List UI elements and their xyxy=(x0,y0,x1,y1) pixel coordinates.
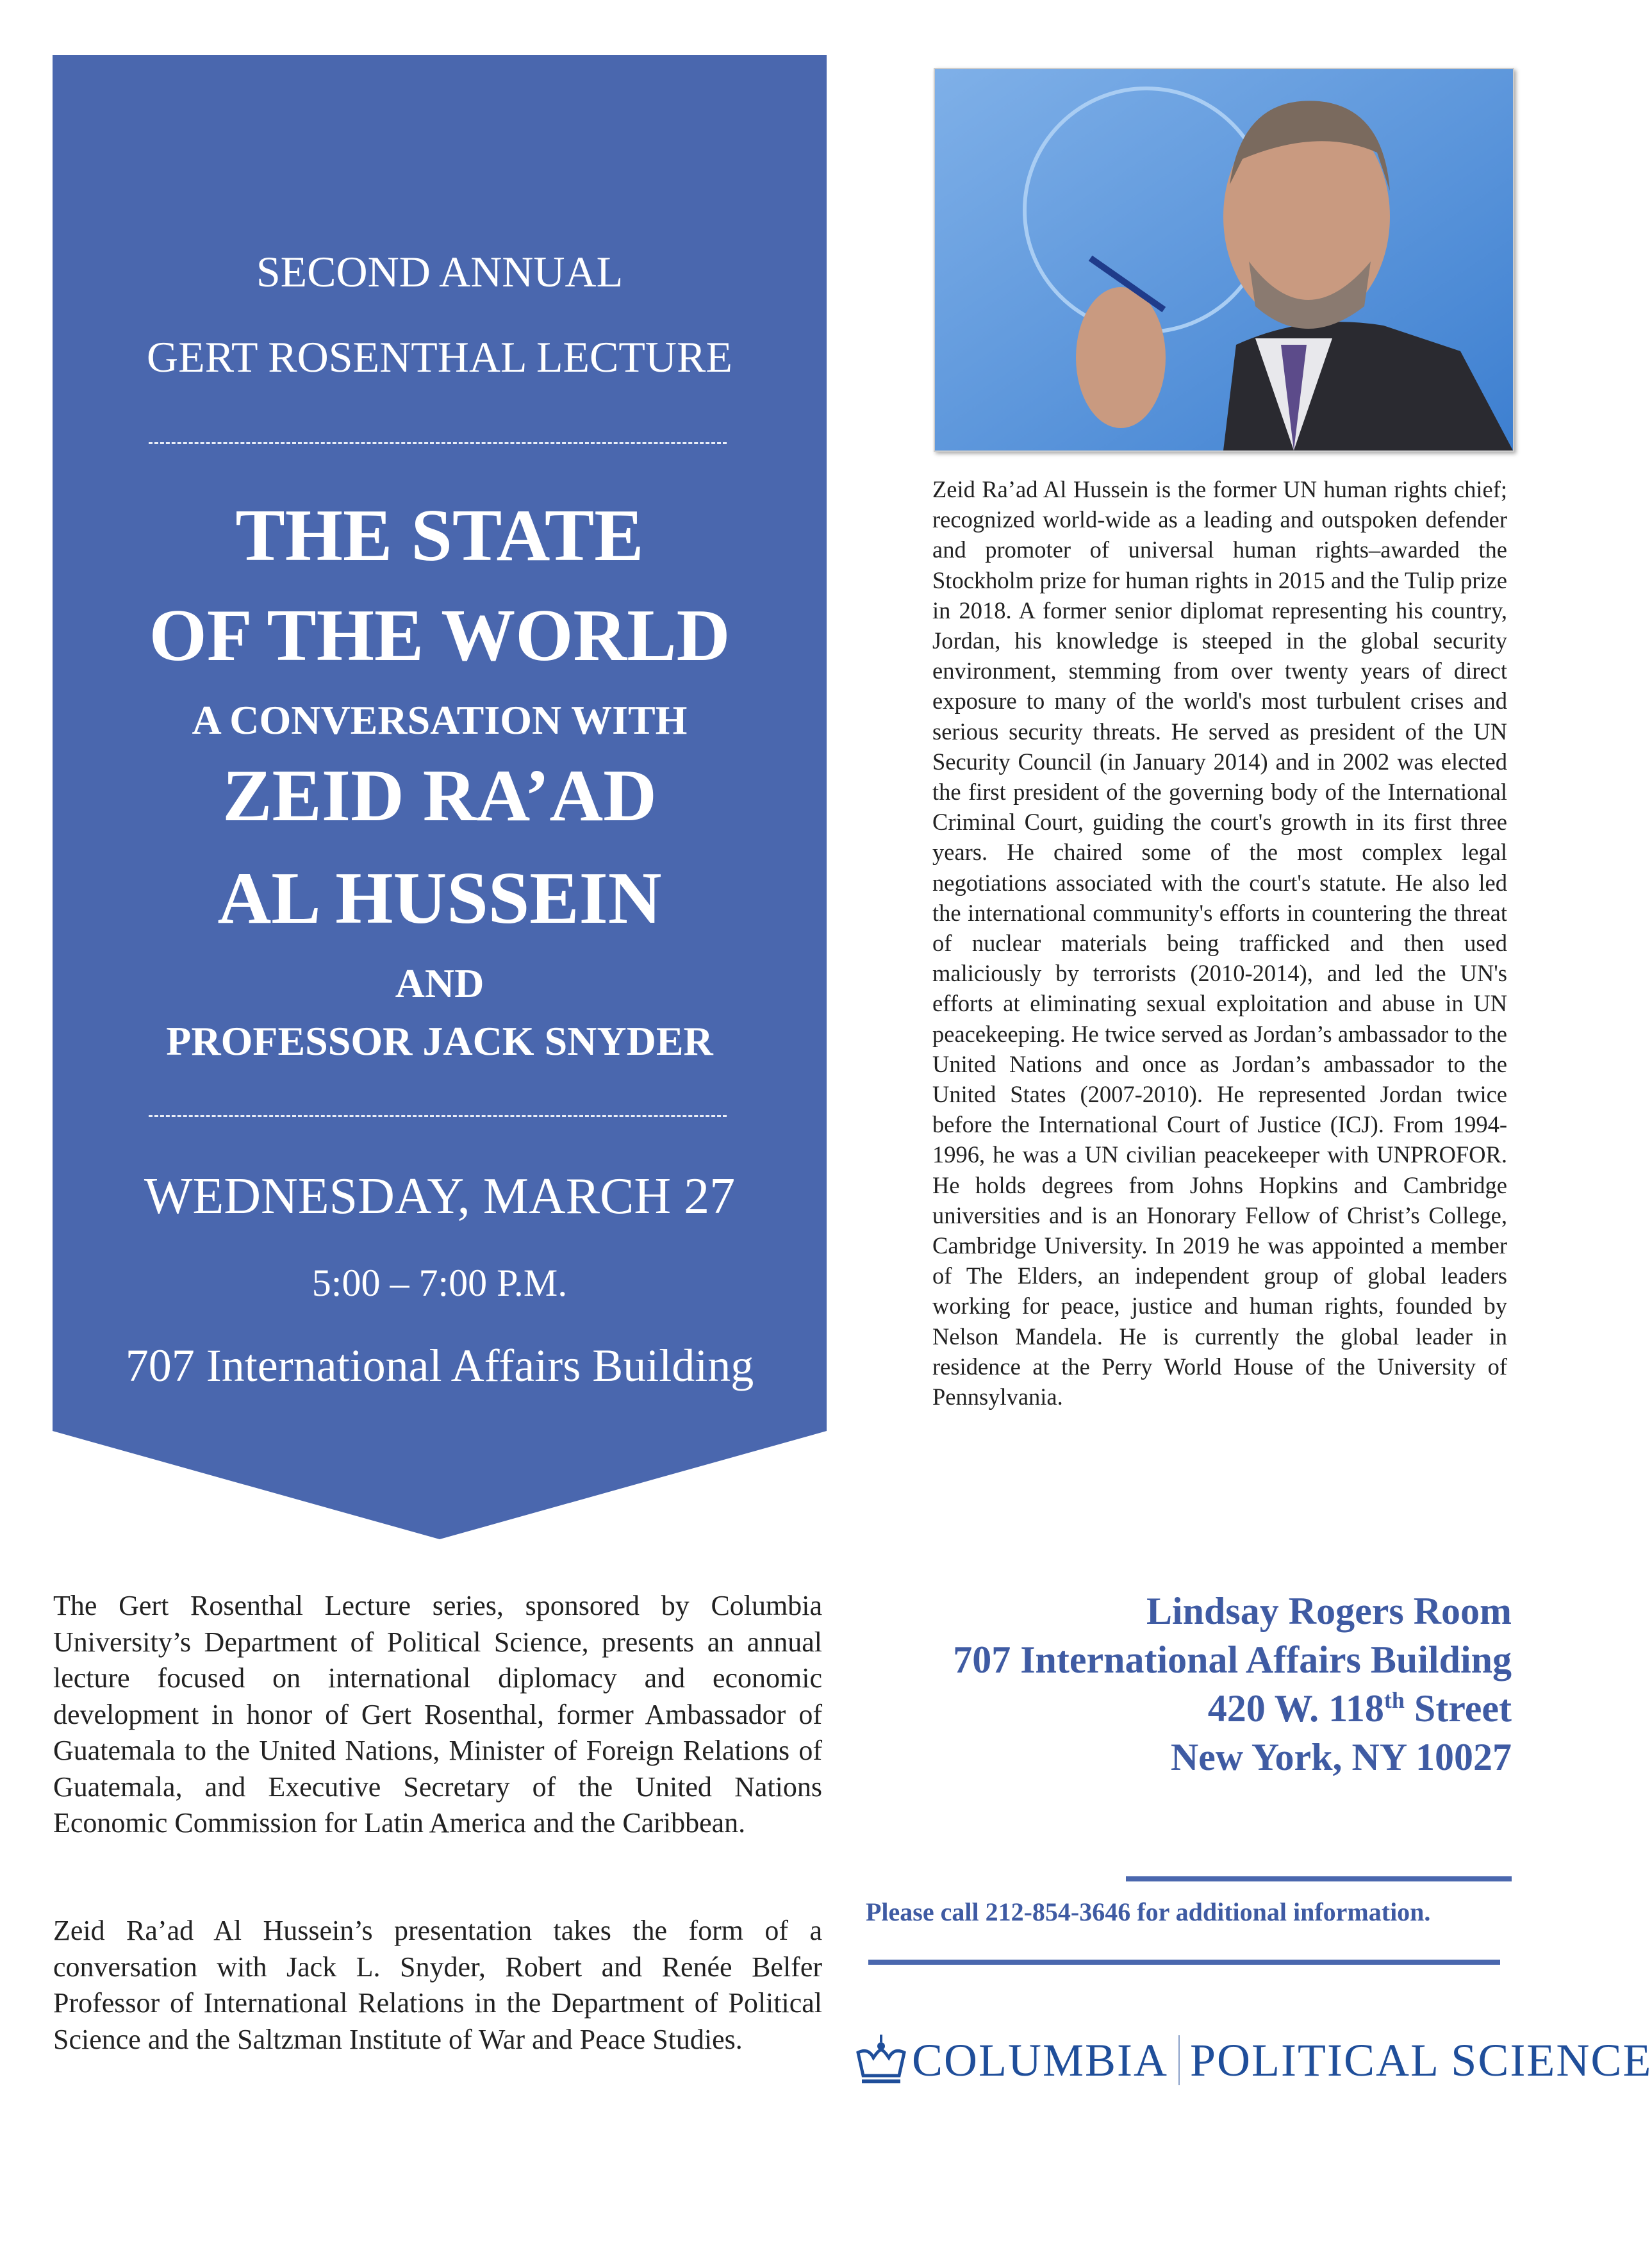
contact-info: Please call 212-854-3646 for additional information. xyxy=(866,1897,1431,1926)
event-location: 707 International Affairs Building xyxy=(125,1340,754,1391)
speaker-name-line2: AL HUSSEIN xyxy=(217,857,662,939)
venue-room: Lindsay Rogers Room xyxy=(1146,1590,1512,1632)
venue-street: 420 W. 118th Street xyxy=(1207,1687,1512,1730)
lecture-series-description: The Gert Rosenthal Lecture series, sponsored by Columbia University’s Department of Political Science, presents an annual lecture focused on international diplomacy and economic development in honor of Gert Rosenthal, former Ambassador of Guatemala to the United Nations, Minister of Foreign Relations of Guatemala, and Executive Secretary of the United Nations Economic Commission for Latin America and the Caribbean. xyxy=(53,1590,822,1839)
presentation-description: Zeid Ra’ad Al Hussein’s presentation takes the form of a conversation with Jack L. Snyder, Robert and Renée Belfer Professor of International Relations in the Department of Political Science and the Saltzman Institute of War and Peace Studies. xyxy=(53,1915,822,2055)
divider xyxy=(868,1960,1500,1965)
divider xyxy=(149,442,727,444)
speaker-bio: Zeid Ra’ad Al Hussein is the former UN human rights chief; recognized world-wide as a leading and outspoken defender and promoter of universal human rights–awarded the Stockholm prize for human rights in 2015 and the Tulip prize in 2018. A former senior diplomat representing his country, Jordan, his knowledge is steeped in the global security environment, stemming from over twenty years of direct exposure to many of the world's most turbulent crises and serious security threats. He served as president of the UN Security Council (in January 2014) and in 2002 was elected the first president of the governing body of the International Criminal Court, guiding the court's growth in its first three years. He chaired some of the most complex legal negotiations associated with the court's statute. He also led the international community's efforts in countering the threat of nuclear materials being trafficked and then used maliciously by terrorists (2010-2014), and led the UN's efforts at eliminating sexual exploitation and abuse in UN peacekeeping. He twice served as Jordan’s ambassador to the United Nations and once as Jordan’s ambassador to the United States (2007-2010). He represented Jordan twice before the International Court of Justice (ICJ). From 1994-1996, he was a UN civilian peacekeeper with UNPROFOR. He holds degrees from Johns Hopkins and Cambridge universities and is an Honorary Fellow of Christ’s College, Cambridge University. In 2019 he was appointed a member of The Elders, an independent group of global leaders working for peace, justice and human rights, founded by Nelson Mandela. He is currently the global leader in residence at the Perry World House of the University of Pennsylvania. xyxy=(932,476,1507,1410)
divider xyxy=(1126,1876,1512,1881)
speaker-photo xyxy=(934,68,1514,452)
speaker-name-line1: ZEID RA’AD xyxy=(222,755,657,837)
logo-separator xyxy=(1178,2035,1180,2085)
venue-city: New York, NY 10027 xyxy=(1170,1736,1512,1778)
series-name: GERT ROSENTHAL LECTURE xyxy=(147,333,732,381)
event-title-line2: OF THE WORLD xyxy=(149,595,731,677)
second-speaker: PROFESSOR JACK SNYDER xyxy=(166,1018,713,1064)
event-subtitle: A CONVERSATION WITH xyxy=(192,697,688,743)
columbia-political-science-logo: COLUMBIA POLITICAL SCIENCE xyxy=(855,2025,1652,2095)
and-text: AND xyxy=(395,961,484,1006)
divider xyxy=(149,1115,727,1117)
venue-building: 707 International Affairs Building xyxy=(953,1639,1512,1681)
event-title-line1: THE STATE xyxy=(235,495,644,577)
event-time: 5:00 – 7:00 P.M. xyxy=(311,1262,568,1304)
crown-icon xyxy=(855,2035,907,2086)
event-date: WEDNESDAY, MARCH 27 xyxy=(144,1168,736,1225)
series-edition: SECOND ANNUAL xyxy=(256,247,624,296)
